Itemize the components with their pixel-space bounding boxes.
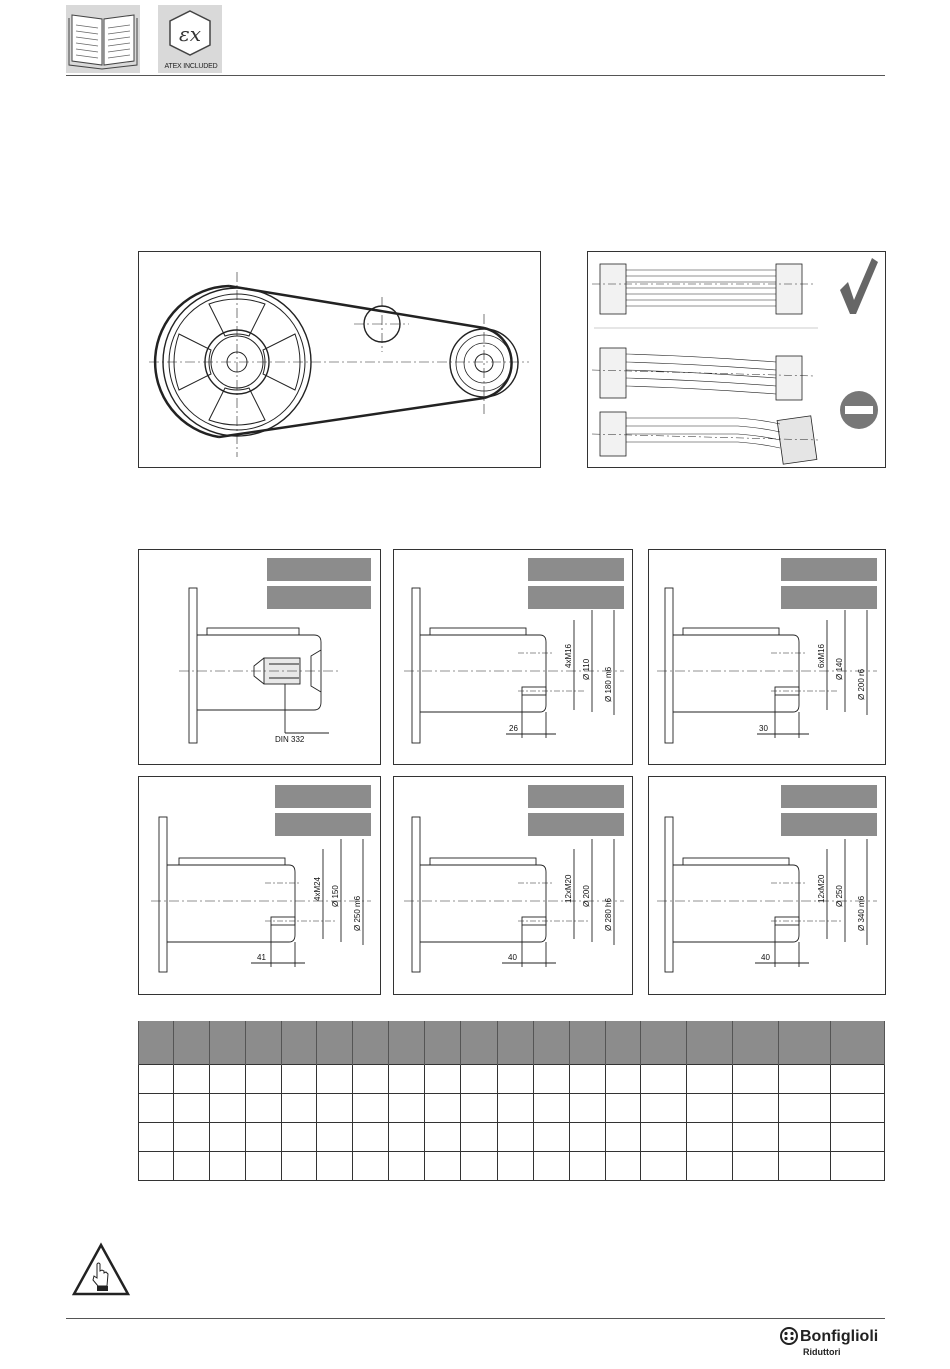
- shaft-detail-2: [393, 549, 633, 765]
- thread-dim: 6xM16: [817, 643, 826, 668]
- open-book-icon: [66, 5, 140, 73]
- pulley-alignment-drawing: [587, 251, 886, 468]
- footer-rule: [66, 1318, 885, 1319]
- bonfiglioli-logo-icon: [780, 1327, 798, 1345]
- shaft-detail-6: [648, 776, 886, 995]
- spigot-dim: Ø 250 m6: [353, 895, 362, 931]
- table-row: [139, 1065, 885, 1094]
- checkmark-icon: [840, 258, 878, 314]
- svg-text:εx: εx: [178, 22, 202, 46]
- bolt-circle-dim: Ø 250: [835, 885, 844, 907]
- bolt-circle-dim: Ø 150: [331, 885, 340, 907]
- spigot-dim: Ø 280 h6: [604, 898, 613, 931]
- spigot-dim: Ø 180 m6: [604, 666, 613, 702]
- shaft-detail-1: [138, 549, 381, 765]
- thread-dim: 12xM20: [564, 874, 573, 903]
- depth-dim: 40: [761, 953, 770, 962]
- table-header-row: [139, 1021, 885, 1065]
- depth-dim: 30: [759, 724, 768, 733]
- spigot-dim: Ø 200 r6: [857, 668, 866, 700]
- bolt-circle-dim: Ø 200: [582, 885, 591, 907]
- depth-dim: 41: [257, 953, 266, 962]
- atex-label: ATEX INCLUDED: [164, 63, 218, 70]
- table-row: [139, 1123, 885, 1152]
- thread-dim: 12xM20: [817, 874, 826, 903]
- ex-hexagon-icon: [158, 5, 222, 63]
- header-rule: [66, 75, 885, 76]
- manual-icon-box: [66, 5, 140, 73]
- hand-warning-icon: [71, 1242, 131, 1297]
- spec-table: [138, 1021, 885, 1181]
- table-row: [139, 1094, 885, 1123]
- no-entry-icon: [840, 391, 878, 429]
- spigot-dim: Ø 340 m6: [857, 895, 866, 931]
- bolt-circle-dim: Ø 110: [582, 658, 591, 680]
- shaft-detail-4: [138, 776, 381, 995]
- din-callout: DIN 332: [275, 735, 305, 744]
- depth-dim: 26: [509, 724, 518, 733]
- brand-name: Bonfiglioli: [800, 1328, 879, 1345]
- table-row: [139, 1152, 885, 1181]
- thread-dim: 4xM24: [313, 876, 322, 901]
- brand-subtitle: Riduttori: [803, 1347, 841, 1357]
- depth-dim: 40: [508, 953, 517, 962]
- shaft-detail-3: [648, 549, 886, 765]
- belt-drive-drawing: [138, 251, 541, 468]
- shaft-detail-5: [393, 776, 633, 995]
- bolt-circle-dim: Ø 140: [835, 658, 844, 680]
- thread-dim: 4xM16: [564, 643, 573, 668]
